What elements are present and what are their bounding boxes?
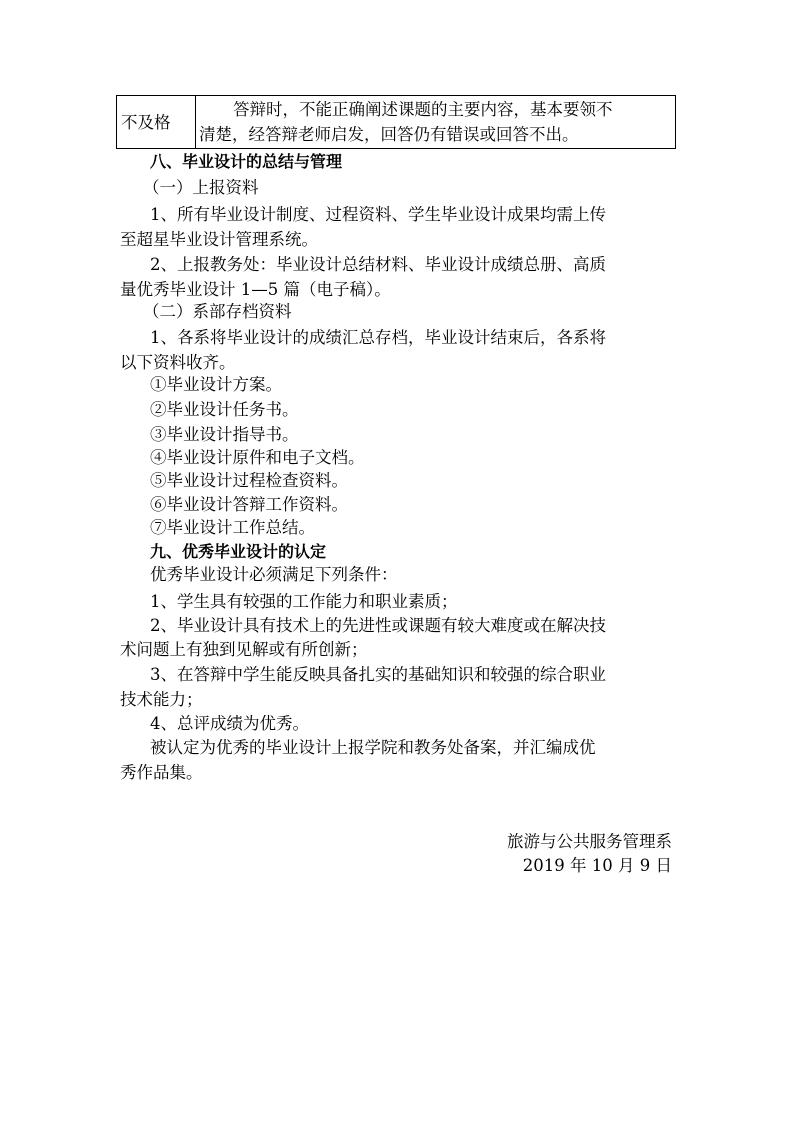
list-item: ⑤毕业设计过程检查资料。 bbox=[150, 471, 348, 490]
paragraph-line: 量优秀毕业设计 1—5 篇（电子稿）。 bbox=[120, 280, 391, 299]
section-8-heading: 八、毕业设计的总结与管理 bbox=[150, 152, 343, 171]
list-item: ②毕业设计任务书。 bbox=[150, 400, 299, 419]
paragraph-line: 1、学生具有较强的工作能力和职业素质； bbox=[150, 592, 458, 611]
paragraph-line: 2、上报教务处：毕业设计总结材料、毕业设计成绩总册、高质 bbox=[150, 255, 606, 274]
section-9-heading: 九、优秀毕业设计的认定 bbox=[150, 542, 327, 561]
grade-description-line1: 答辩时，不能正确阐述课题的主要内容，基本要领不 bbox=[233, 100, 613, 119]
paragraph-line: 技术能力； bbox=[120, 690, 203, 709]
signature-date: 2019 年 10 月 9 日 bbox=[522, 856, 672, 875]
paragraph-line: 术问题上有独到见解或有所创新； bbox=[120, 640, 368, 659]
paragraph-line: 以下资料收齐。 bbox=[120, 353, 236, 372]
list-item: ③毕业设计指导书。 bbox=[150, 425, 299, 444]
grading-table bbox=[116, 95, 676, 149]
grade-level-cell: 不及格 bbox=[117, 96, 196, 149]
paragraph-line: 4、总评成绩为优秀。 bbox=[150, 714, 309, 733]
grade-description-line2: 清楚，经答辩老师启发，回答仍有错误或回答不出。 bbox=[199, 125, 579, 144]
signature-department: 旅游与公共服务管理系 bbox=[507, 832, 672, 851]
list-item: ④毕业设计原件和电子文档。 bbox=[150, 448, 365, 467]
list-item: ⑥毕业设计答辩工作资料。 bbox=[150, 495, 348, 514]
paragraph-line: 被认定为优秀的毕业设计上报学院和教务处备案，并汇编成优 bbox=[150, 738, 596, 757]
grade-description-cell bbox=[196, 96, 676, 149]
section-8-subheading-1: （一）上报资料 bbox=[143, 178, 259, 197]
list-item: ①毕业设计方案。 bbox=[150, 375, 282, 394]
paragraph-line: 1、所有毕业设计制度、过程资料、学生毕业设计成果均需上传 bbox=[150, 205, 606, 224]
paragraph-line: 至超星毕业设计管理系统。 bbox=[120, 230, 318, 249]
paragraph-line: 1、各系将毕业设计的成绩汇总存档，毕业设计结束后，各系将 bbox=[150, 328, 606, 347]
paragraph-line: 3、在答辩中学生能反映具备扎实的基础知识和较强的综合职业 bbox=[150, 665, 606, 684]
list-item: ⑦毕业设计工作总结。 bbox=[150, 518, 315, 537]
paragraph-line: 优秀毕业设计必须满足下列条件： bbox=[150, 565, 398, 584]
paragraph-line: 2、毕业设计具有技术上的先进性或课题有较大难度或在解决技 bbox=[150, 616, 606, 635]
section-8-subheading-2: （二）系部存档资料 bbox=[143, 302, 292, 321]
table-row bbox=[117, 96, 676, 149]
paragraph-line: 秀作品集。 bbox=[120, 763, 203, 782]
